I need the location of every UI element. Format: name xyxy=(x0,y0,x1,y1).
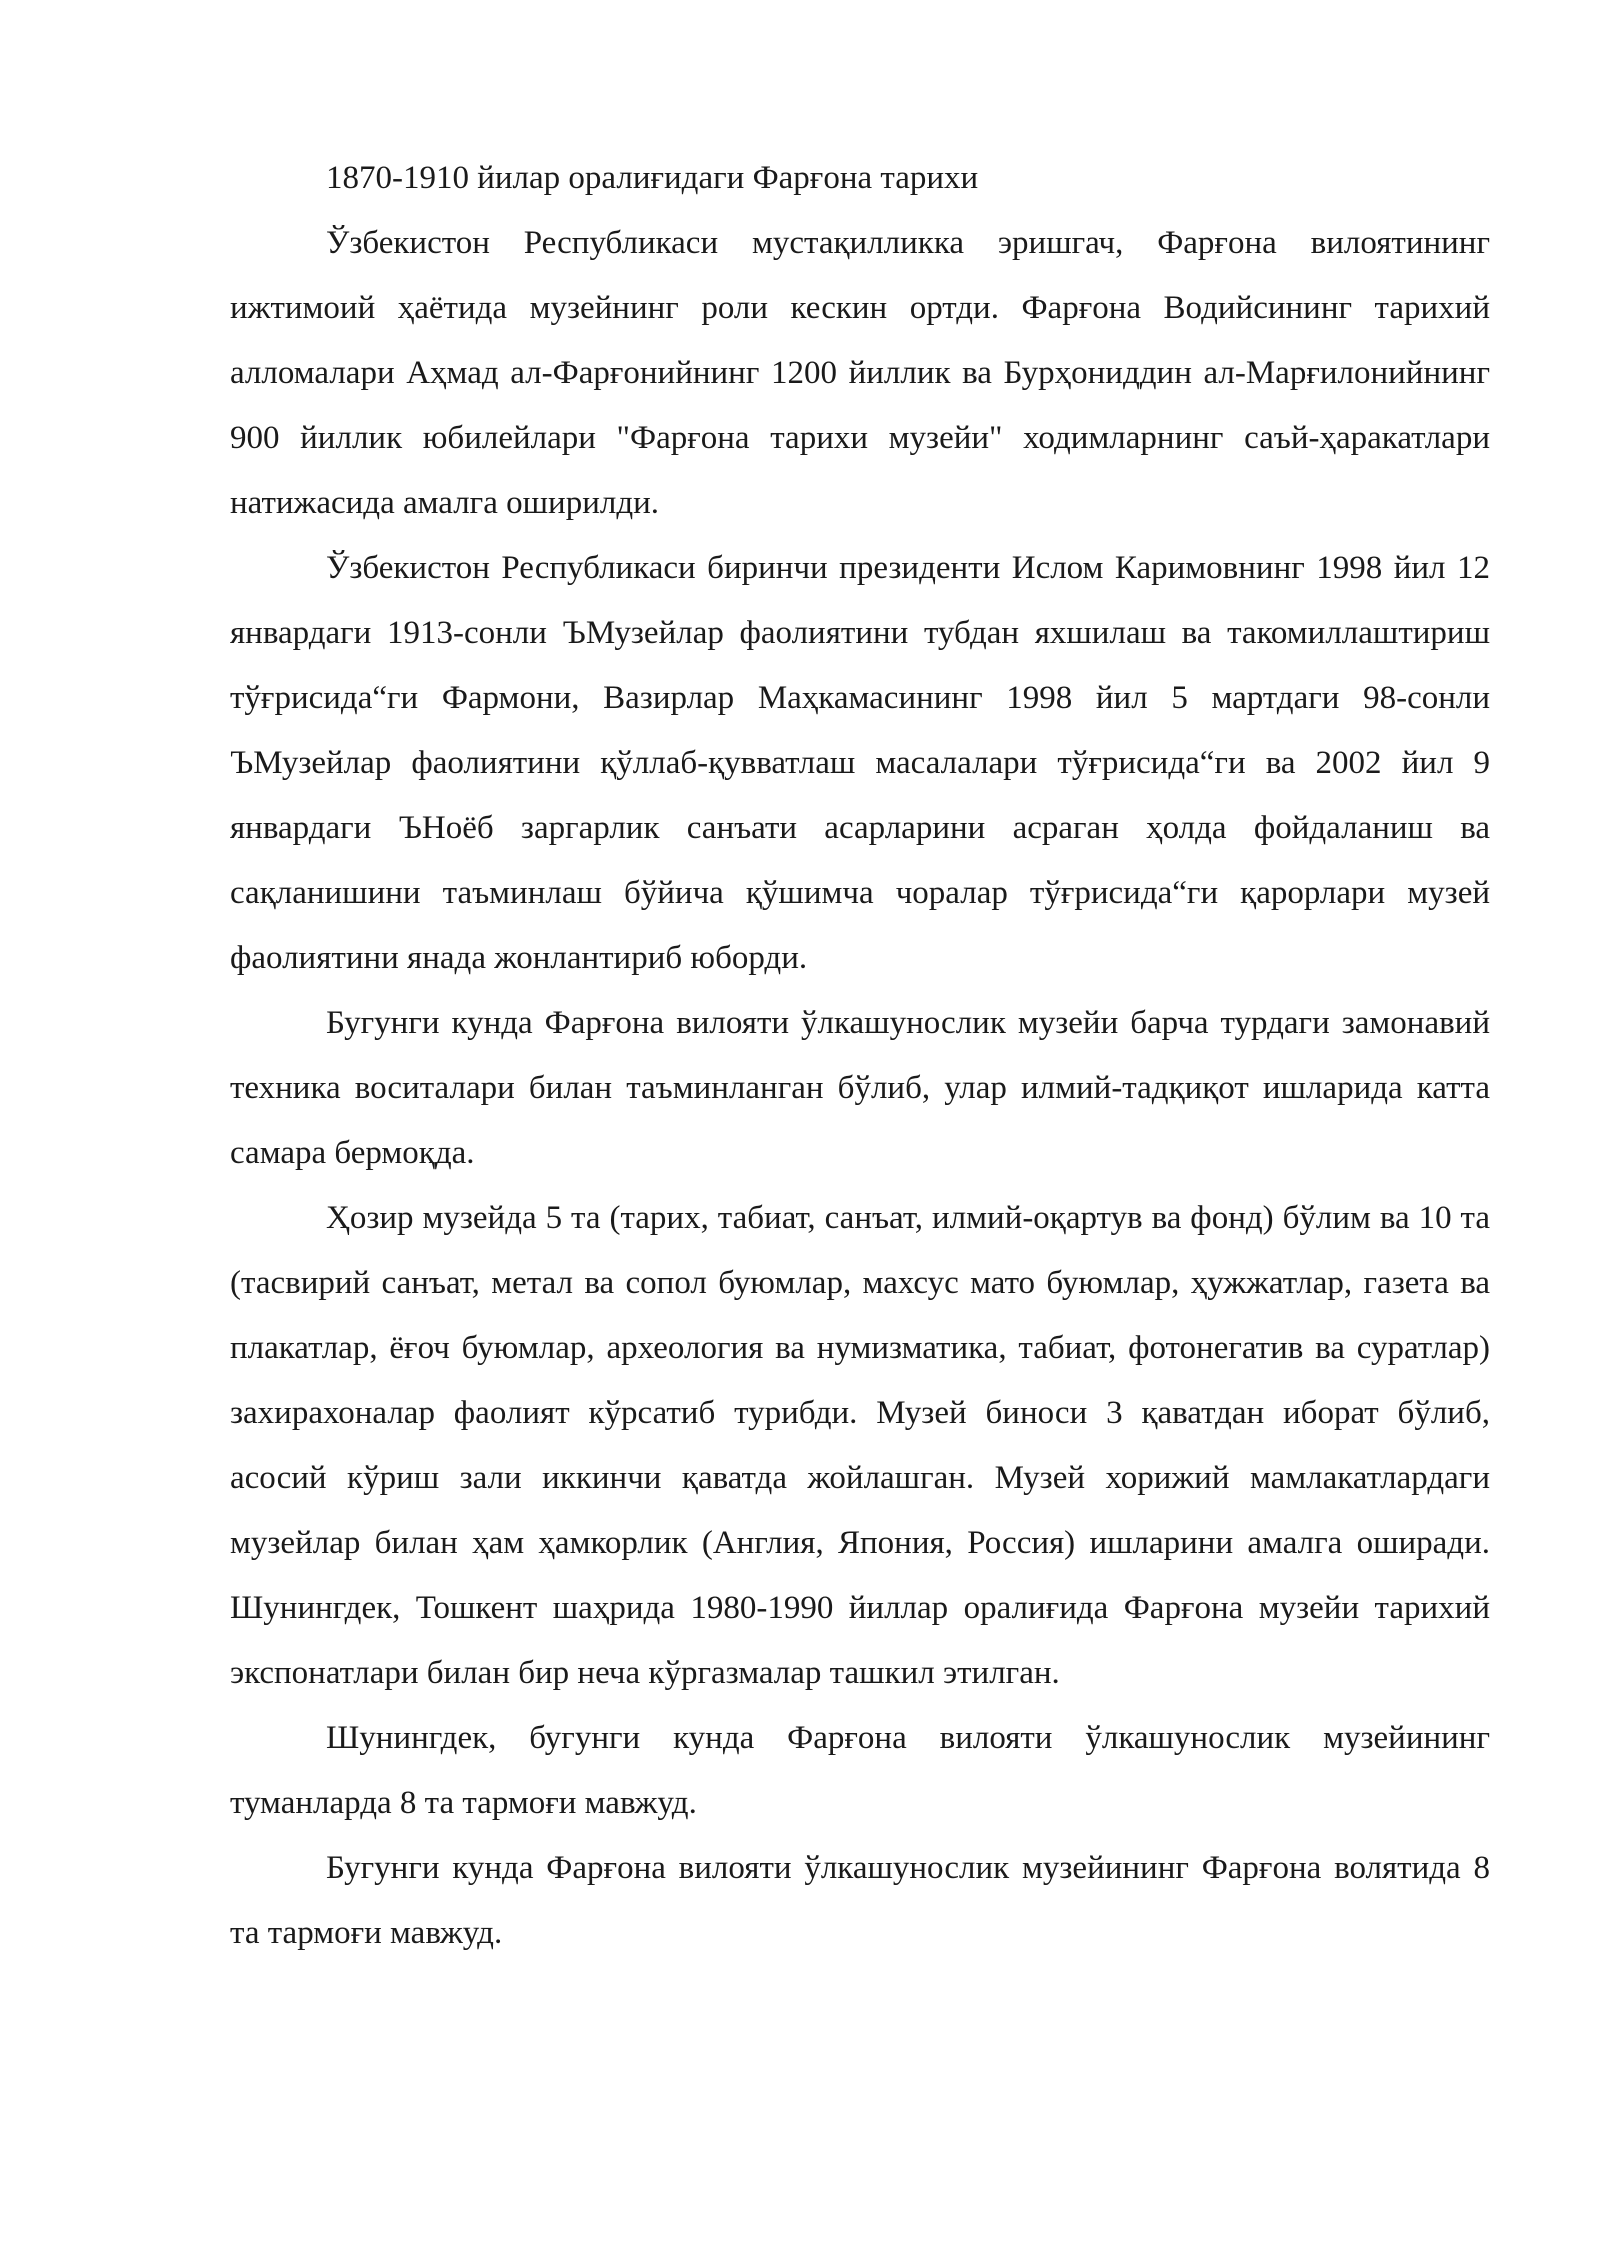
paragraph-independence: Ўзбекистон Республикаси мустақилликка эришгач, Фарғона вилоятининг ижтимоий ҳаётида музейнинг роли кескин ортди. Фарғона Водийсининг тарихий алломалари Аҳмад ал-Фарғонийнинг 1200 йиллик ва Бурҳониддин ал-Марғилонийнинг 900 йиллик юбилейлари "Фарғона тарихи музейи" ходимларнинг саъй-ҳаракатлари натижасида амалга оширилди. xyxy=(230,225,1490,521)
paragraph-decrees: Ўзбекистон Республикаси биринчи президенти Ислом Каримовнинг 1998 йил 12 январдаги 1913-сонли ЪМузейлар фаолиятини тубдан яхшилаш ва такомиллаштириш тўғрисида“ги Фармони, Вазирлар Маҳкамасининг 1998 йил 5 мартдаги 98-сонли ЪМузейлар фаолиятини қўллаб-қувватлаш масалалари тўғрисида“ги ва 2002 йил 9 январдаги ЪНоёб заргарлик санъати асарларини асраган ҳолда фойдаланиш ва сақланишини таъминлаш бўйича қўшимча чоралар тўғрисида“ги қарорлари музей фаолиятини янада жонлантириб юборди. xyxy=(230,550,1490,976)
paragraph-departments: Ҳозир музейда 5 та (тарих, табиат, санъат, илмий-оқартув ва фонд) бўлим ва 10 та (тасвирий санъат, метал ва сопол буюмлар, махсус мато буюмлар, ҳужжатлар, газета ва плакатлар, ёғоч буюмлар, археология ва нумизматика, табиат, фотонегатив ва суратлар) захирахоналар фаолият кўрсатиб турибди. Музей биноси 3 қаватдан иборат бўлиб, асосий кўриш зали иккинчи қаватда жойлашган. Музей хорижий мамлакатлардаги музейлар билан ҳам ҳамкорлик (Англия, Япония, Россия) ишларини амалга оширади. Шунингдек, Тошкент шаҳрида 1980-1990 йиллар оралиғида Фарғона музейи тарихий экспонатлари билан бир неча кўргазмалар ташкил этилган. xyxy=(230,1200,1490,1691)
document-title: 1870-1910 йилар оралиғидаги Фарғона тарихи xyxy=(326,160,979,196)
paragraph-branches-region: Бугунги кунда Фарғона вилояти ўлкашунослик музейининг Фарғона волятида 8 та тармоғи мавжуд. xyxy=(230,1850,1490,1951)
document-body xyxy=(230,146,1490,1966)
paragraph-equipment: Бугунги кунда Фарғона вилояти ўлкашунослик музейи барча турдаги замонавий техника воситалари билан таъминланган бўлиб, улар илмий-тадқиқот ишларида катта самара бермоқда. xyxy=(230,1005,1490,1171)
paragraph-branches-districts: Шунингдек, бугунги кунда Фарғона вилояти ўлкашунослик музейининг туманларда 8 та тармоғи мавжуд. xyxy=(230,1720,1490,1821)
